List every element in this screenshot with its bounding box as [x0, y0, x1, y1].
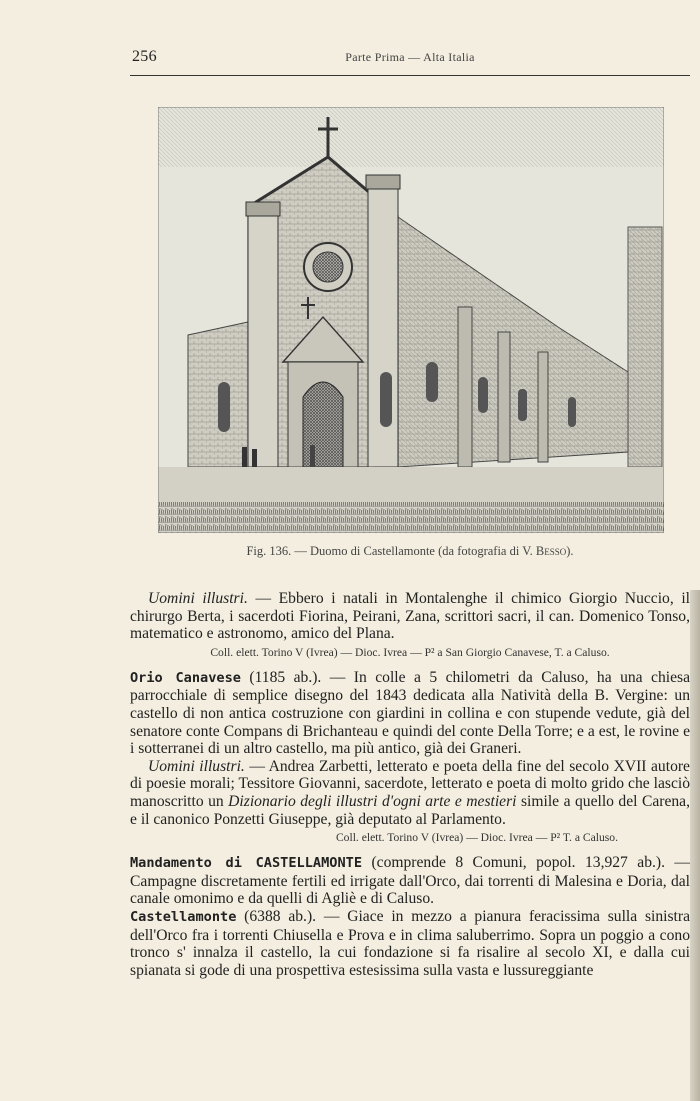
caption-prefix: Fig. 136. — Duomo di Castellamonte (da fotografia di V.	[246, 544, 533, 558]
cathedral-illustration	[158, 107, 664, 533]
paragraph-mandamento	[130, 854, 690, 908]
book-title: Dizionario degli illustri d'ogni arte e mestieri	[228, 792, 517, 810]
entry-heading: Castellamonte	[130, 908, 237, 925]
paragraph-body: — Andrea Zarbetti, letterato e poeta della fine del secolo XVII autore di poesie morali; Tessitore Giovanni, sacerdote, letterato e poeta di molto grido che lasciò manoscritto un	[130, 757, 690, 810]
section-lead: Uomini illustri.	[148, 590, 248, 607]
paragraph-body: — Ebbero i natali in Montalenghe il chimico Giorgio Nuccio, il chirurgo Berta, i sacerdoti Fiorina, Peirani, Zana, scrittori sacri, il can. Domenico Tonso, matematico e astronomo, amico del Plana.	[130, 590, 690, 643]
electoral-note: Coll. elett. Torino V (Ivrea) — Dioc. Ivrea — P² T. a Caluso.	[335, 831, 618, 845]
running-head	[130, 48, 690, 70]
paragraph-body: simile a quello del Carena, e il canonico Ponzetti Giuseppe, già deputato al Parlamento.	[130, 792, 690, 828]
caption-suffix: ).	[566, 544, 574, 558]
paragraph-body: (6388 ab.). — Giace in mezzo a pianura feracissima sulla sinistra dell'Orco fra i torrenti Chiusella e Prova e in clima saluberrimo. Sopra un poggio a cono tronco s' innalza il castello, la cui fondazione si fa risalire al secolo XI, e dalla cui spianata si gode di una prospettiva estesissima sulla vasta e lussureggiante	[130, 907, 690, 979]
paragraph-body: (1185 ab.). — In colle a 5 chilometri da Caluso, ha una chiesa parrocchiale di semplice disegno del 1843 dedicata alla Natività della B. Vergine: un castello di non antica costruzione con giardini in collina e con stupende vedute, già del senatore conte Compans di Brichanteau e quindi del conte Della Torre; e a est, le rovine e i sotterranei di un altro castello, ma più antico, già dei Graneri.	[130, 668, 690, 758]
figure-caption	[150, 544, 670, 559]
cathedral-engraving	[158, 107, 664, 533]
paragraph-orio	[130, 669, 690, 758]
paragraph-castellamonte	[130, 908, 690, 979]
entry-heading: Orio Canavese	[130, 669, 241, 686]
paragraph-body: (comprende 8 Comuni, popol. 13,927 ab.). — Campagne discretamente fertili ed irrigate dall'Orco, dai torrenti di Malesina e Doria, dal canale omonimo e da quelli di Agliè e di Caluso.	[130, 854, 690, 908]
page-number: 256	[132, 48, 157, 65]
header-rule	[130, 75, 690, 76]
body-text	[130, 590, 690, 979]
paragraph-orio-illustri	[130, 758, 690, 828]
paragraph-montalenghe	[130, 590, 690, 643]
running-title: Parte Prima — Alta Italia	[345, 50, 475, 64]
section-lead: Uomini illustri.	[148, 757, 245, 775]
caption-author: Besso	[535, 544, 567, 558]
entry-heading: Mandamento di CASTELLAMONTE	[130, 855, 363, 872]
page-edge-shadow	[690, 590, 700, 1101]
electoral-note: Coll. elett. Torino V (Ivrea) — Dioc. Ivrea — P² a San Giorgio Canavese, T. a Caluso.	[210, 645, 610, 659]
